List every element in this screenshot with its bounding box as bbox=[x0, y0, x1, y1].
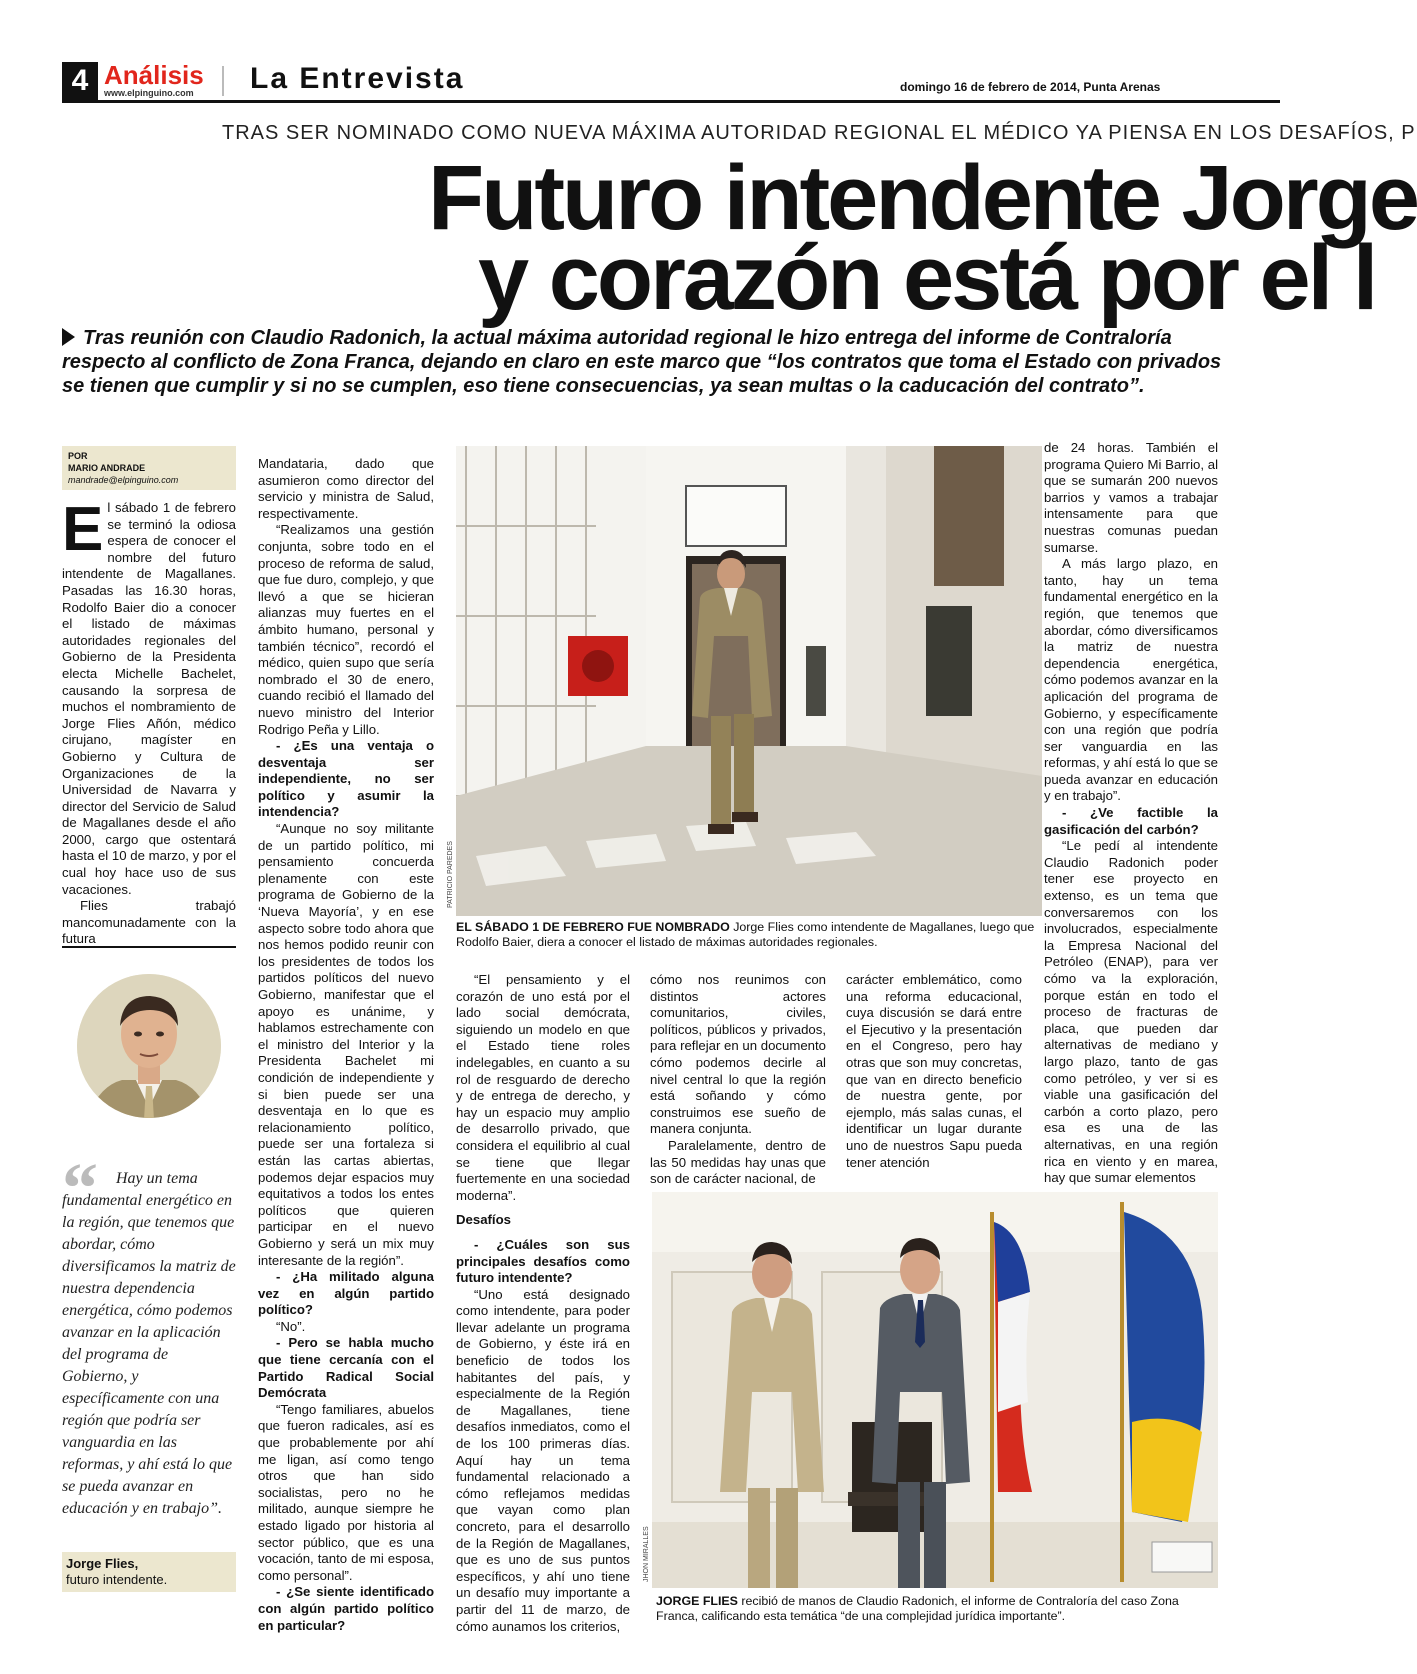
header-separator bbox=[222, 66, 224, 96]
paragraph: Mandataria, dado que asumieron como director del servicio y ministra de Salud, respectivamente. bbox=[258, 456, 434, 521]
interview-question: - ¿Cuáles son sus principales desafíos como futuro intendente? bbox=[456, 1236, 630, 1286]
byline-author: MARIO ANDRADE bbox=[68, 463, 146, 473]
photo-handover bbox=[652, 1192, 1218, 1588]
paragraph: “Le pedí al intendente Claudio Radonich poder tener ese proyecto en extenso, es un tema que conversaremos con los involucrados, especialmente la Empresa Nacional del Petróleo (ENAP), para ver cómo va la exploración, porque están en todo el proceso de fracturas de placa, que pueden dar alternativas de mediano y largo plazo, tanto de gas como petróleo, y ver si es viable una gasificación del carbón a corto plazo, pero esa es una de las alternativas, en una región rica en viento y en marea, hay que sumar elementos bbox=[1044, 838, 1218, 1186]
kicker: TRAS SER NOMINADO COMO NUEVA MÁXIMA AUTORIDAD REGIONAL EL MÉDICO YA PIENSA EN LOS DESAFÍOS, P bbox=[222, 122, 1416, 144]
paragraph: “Realizamos una gestión conjunta, sobre todo en el proceso de reforma de salud, que fue duro, complejo, y que llevó a que se hicieran alianzas muy fuertes en el ámbito humano, personal y también técnico”, recordó el médico, quien supo que sería nombrado el 30 de enero, cuando recibió el llamado del nuevo ministro del Interior Rodrigo Peña y Lillo. bbox=[258, 522, 434, 737]
photo-credit: JHON MIRALLES bbox=[643, 1526, 650, 1582]
summary bbox=[62, 326, 1222, 398]
subheading: Desafíos bbox=[456, 1212, 511, 1228]
handover-illustration bbox=[652, 1192, 1218, 1588]
caption-lead: EL SÁBADO 1 DE FEBRERO FUE NOMBRADO bbox=[456, 920, 730, 934]
issue-date: domingo 16 de febrero de 2014, Punta Arenas bbox=[900, 80, 1161, 94]
logo-url: www.elpinguino.com bbox=[104, 88, 194, 98]
newspaper-logo bbox=[104, 60, 214, 100]
portrait-photo bbox=[62, 946, 236, 1138]
interview-question: - ¿Se siente identificado con algún partido político en particular? bbox=[258, 1584, 434, 1633]
pull-quote-attribution bbox=[62, 1552, 236, 1592]
paragraph: “Tengo familiares, abuelos que fueron radicales, así es que probablemente por ahí me ligan, así como tengo otros que han sido socialistas, pero no he militado, aunque siempre he estado ligado por historia al sector público, que es una vocación, tanto de mi esposa, como personal”. bbox=[258, 1401, 434, 1583]
paragraph: Flies trabajó mancomunadamente con la futura bbox=[62, 898, 236, 947]
caption-text: Jorge Flies como intendente de Magallanes, luego que Rodolfo Baier, diera a conocer el listado de máximas autoridades regionales. bbox=[456, 920, 1035, 949]
paragraph: “Uno está designado como intendente, para poder llevar adelante un programa de Gobierno, y éste irá en beneficio de todos los habitantes del país, y especialmente de la Región de Magallanes, tiene desafíos inmediatos, como el de los 100 primeras días. Aquí hay un tema fundamental relacionado a cómo reflejamos medidas que vayan como plan concreto, para el desarrollo de la Región de Magallanes, que es uno de sus puntos específicos, y ahí uno tiene un desafío muy importante a partir del 11 de marzo, de cómo aunamos los criterios, bbox=[456, 1286, 630, 1634]
column-1 bbox=[62, 495, 236, 947]
paragraph: de 24 horas. También el programa Quiero Mi Barrio, al que se sumarán 200 nuevos barrios y vamos a trabajar intensamente para que nuestras comunas puedan sumarse. bbox=[1044, 440, 1218, 555]
column-6 bbox=[1044, 440, 1218, 1186]
photo-credit: PATRICIO PAREDES bbox=[447, 841, 454, 908]
triangle-bullet-icon bbox=[62, 328, 75, 346]
paragraph: cómo nos reunimos con distintos actores comunitarios, civiles, políticos, públicos y privados, para reflejar en un documento cómo podemos decirle al nivel central lo que la región está soñando y cómo construimos ese sueño de manera conjunta. bbox=[650, 972, 826, 1137]
column-3 bbox=[456, 972, 630, 1666]
summary-text: Tras reunión con Claudio Radonich, la actual máxima autoridad regional le hizo entrega del informe de Contraloría respecto al conflicto de Zona Franca, dejando en claro en este marco que “los contratos que toma el Estado con privados se tienen que cumplir y si no se cumplen, eso tiene consecuencias, ya sean multas o la caducación del contrato”. bbox=[62, 327, 1222, 397]
paragraph: A más largo plazo, en tanto, hay un tema fundamental energético en la región, que tenemos que abordar, cómo diversificamos la matriz de nuestra dependencia energética, cómo podemos avanzar en la aplicación del programa de Gobierno, y específicamente con una región que podría ser vanguardia en las reformas, y ahí está lo que se pueda avanzar en educación y en trabajo”. bbox=[1044, 556, 1218, 804]
pull-quote-name: Jorge Flies, bbox=[66, 1556, 139, 1571]
interview-question: - ¿Ve factible la gasificación del carbón? bbox=[1044, 805, 1218, 837]
logo-text: Análisis bbox=[104, 60, 204, 90]
interview-question: - Pero se habla mucho que tiene cercanía con el Partido Radical Social Demócrata bbox=[258, 1335, 434, 1401]
page-number: 4 bbox=[62, 62, 98, 100]
pull-quote-role: futuro intendente. bbox=[66, 1572, 168, 1587]
column-4 bbox=[650, 972, 826, 1187]
paragraph: “Aunque no soy militante de un partido político, mi pensamiento concuerda plenamente con este programa de Gobierno de la ‘Nueva Mayoría’, y en ese aspecto sobre todo ahora que nos hemos podido reunir con los presidentes de todos los partidos políticos del nuevo Gobierno, manifestar que el apoyo es unánime, y hablamos estrechamente con el ministro del Interior y la Presidenta Bachelet mi condición de independiente y si bien puede ser una desventaja en lo que es relacionamiento político, puede ser una fortaleza si están las cartas abiertas, podemos dejar espacios muy equitativos a todos los entes políticos que quieren participar en el nuevo Gobierno y será un mix muy interesante de la región”. bbox=[258, 821, 434, 1268]
pull-quote-text: Hay un tema fundamental energético en la región, que tenemos que abordar, cómo diversificamos la matriz de nuestra dependencia energética, cómo podemos avanzar en la aplicación del programa de Gobierno, y específicamente con una región que podría ser vanguardia en las reformas, y ahí está lo que se pueda avanzar en educación y en trabajo”. bbox=[62, 1170, 236, 1517]
pull-quote bbox=[62, 1168, 236, 1520]
header-rule bbox=[62, 100, 1280, 103]
paragraph: El sábado 1 de febrero se terminó la odiosa espera de conocer el nombre del futuro intendente de Magallanes. Pasadas las 16.30 horas, Rodolfo Baier dio a conocer el listado de máximas autoridades regionales del Gobierno de la Presidenta electa Michelle Bachelet, causando la sorpresa de muchos el nombramiento de Jorge Flies Añón, médico cirujano, magíster en Gobierno y Cultura de Organizaciones de la Universidad de Navarra y director del Servicio de Salud de Magallanes desde el año 2000, cargo que ostentará hasta el 10 de marzo, y por el cual hoy hace uso de sus vacaciones. bbox=[62, 495, 236, 897]
caption-text: recibió de manos de Claudio Radonich, el informe de Contraloría del caso Zona Franca, calificando esta temática “de una complejidad jurídica importante”. bbox=[656, 1594, 1179, 1623]
photo-caption bbox=[656, 1594, 1218, 1624]
paragraph: “No”. bbox=[276, 1318, 306, 1334]
headline-line-1: Futuro intendente Jorge bbox=[428, 147, 1417, 249]
column-2 bbox=[258, 456, 434, 1666]
paragraph: Paralelamente, dentro de las 50 medidas hay unas que son de carácter nacional, de bbox=[650, 1137, 826, 1187]
headline bbox=[0, 147, 1417, 329]
quote-mark-icon: “ bbox=[62, 1148, 98, 1228]
hallway-illustration bbox=[456, 446, 1042, 916]
byline-por: POR bbox=[68, 451, 88, 461]
column-5 bbox=[846, 972, 1022, 1182]
interview-question: - ¿Es una ventaja o desventaja ser independiente, no ser político y asumir la intendencia? bbox=[258, 738, 434, 820]
interview-question: - ¿Ha militado alguna vez en algún partido político? bbox=[258, 1269, 434, 1318]
photo-caption bbox=[456, 920, 1042, 950]
drop-cap: E bbox=[62, 495, 104, 564]
caption-lead: JORGE FLIES bbox=[656, 1594, 738, 1608]
section-title: La Entrevista bbox=[250, 62, 465, 95]
photo-hallway bbox=[456, 446, 1042, 916]
byline-email: mandrade@elpinguino.com bbox=[68, 475, 179, 485]
paragraph: “El pensamiento y el corazón de uno está por el lado social demócrata, siguiendo un modelo en que el Estado tiene roles indelegables, en cuanto a su rol de resguardo de derecho y de entrega de derecho, y hay un espacio muy amplio de desarrollo privado, que considera el equilibrio al cual se tiene que llegar fuertemente en una sociedad moderna”. bbox=[456, 972, 630, 1203]
headline-line-2: y corazón está por el l bbox=[478, 227, 1376, 329]
paragraph: carácter emblemático, como una reforma educacional, cuya discusión se dará entre el Ejecutivo y la presentación en el Congreso, pero hay otras que son muy concretas, que van en directo beneficio de nuestra gente, por ejemplo, más salas cunas, el identificar un lugar durante uno de nuestros Sapu pueda tener atención bbox=[846, 972, 1022, 1170]
portrait-illustration bbox=[62, 948, 236, 1138]
byline bbox=[62, 446, 236, 490]
